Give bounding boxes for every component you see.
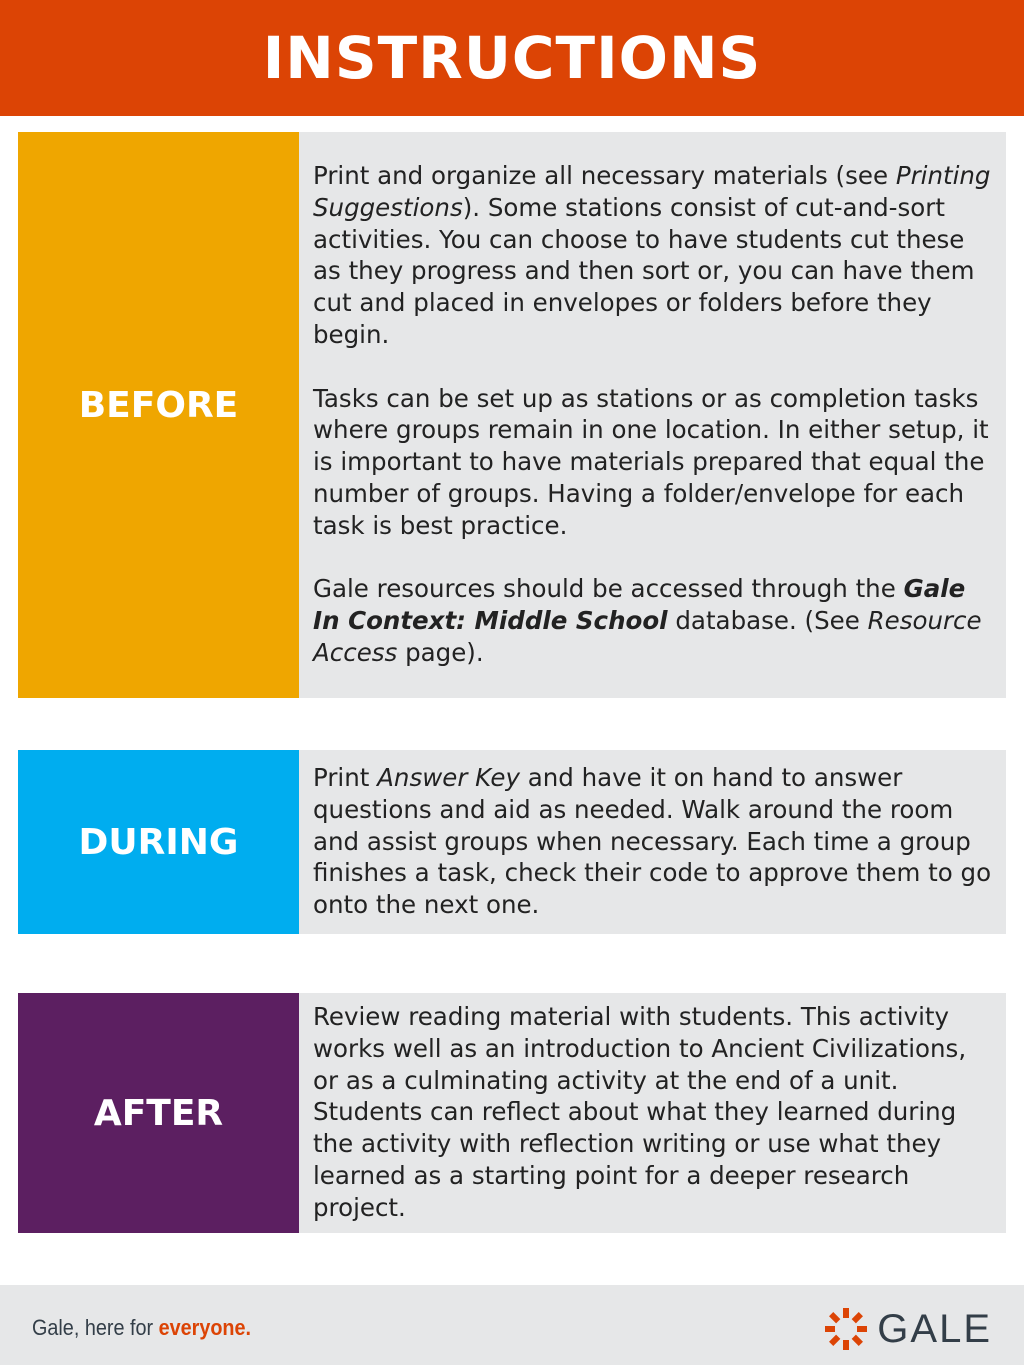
- gale-star-icon: [823, 1306, 869, 1352]
- during-label-box: [18, 750, 299, 934]
- header-banner: [0, 0, 1024, 116]
- printing-suggestions-ref: Printing Suggestions: [313, 161, 991, 222]
- database-name: Gale In Context: Middle School: [313, 574, 966, 636]
- before-paragraph-3: [313, 573, 992, 668]
- before-label: BEFORE: [78, 384, 239, 426]
- text-run: Gale resources should be accessed through the: [313, 574, 904, 604]
- tagline-accent: everyone.: [158, 1315, 252, 1340]
- footer-tagline: [32, 1315, 251, 1341]
- footer: [0, 1285, 1024, 1365]
- text-run: and have it on hand to answer questions and aid as needed. Walk around the room and assist groups when necessary. Each time a group finishes a task, check their code to approve them to go onto the next one.: [313, 763, 992, 920]
- during-section: [18, 750, 1006, 934]
- gale-logo: [823, 1307, 992, 1351]
- before-section: [18, 132, 1006, 698]
- after-text: [299, 993, 1006, 1233]
- tagline-text: Gale, here for: [32, 1315, 159, 1340]
- after-label: AFTER: [93, 1092, 224, 1134]
- before-text: [299, 132, 1006, 698]
- before-paragraph-2: Tasks can be set up as stations or as completion tasks where groups remain in one location. In either setup, it is important to have materials prepared that equal the number of groups. Having a folder/envelope for each task is best practice.: [313, 383, 989, 540]
- page-title: INSTRUCTIONS: [262, 24, 762, 92]
- after-label-box: [18, 993, 299, 1233]
- before-paragraph-1: [313, 160, 992, 351]
- during-text: [299, 750, 1006, 934]
- text-run: Print: [313, 763, 378, 792]
- after-paragraph-1: Review reading material with students. This activity works well as an introduction to Ancient Civilizations, or as a culminating activity at the end of a unit. Students can reflect about what they learned during the activity with reflection writing or use what they learned as a starting point for a deeper research project.: [313, 1002, 967, 1222]
- text-run: ). Some stations consist of cut-and-sort activities. You can choose to have students cut these as they progress and then sort or, you can have them cut and placed in envelopes or folders before they begin.: [313, 192, 975, 349]
- resource-access-ref: Resource Access: [313, 606, 982, 667]
- after-section: [18, 993, 1006, 1233]
- answer-key-ref: Answer Key: [377, 763, 520, 792]
- gale-logo-text: GALE: [877, 1306, 992, 1351]
- text-run: Print and organize all necessary materials (see: [313, 161, 896, 190]
- before-label-box: [18, 132, 299, 698]
- text-run: database. (See: [667, 606, 868, 636]
- text-run: page).: [397, 637, 484, 667]
- during-paragraph-1: [313, 762, 992, 921]
- during-label: DURING: [78, 821, 239, 863]
